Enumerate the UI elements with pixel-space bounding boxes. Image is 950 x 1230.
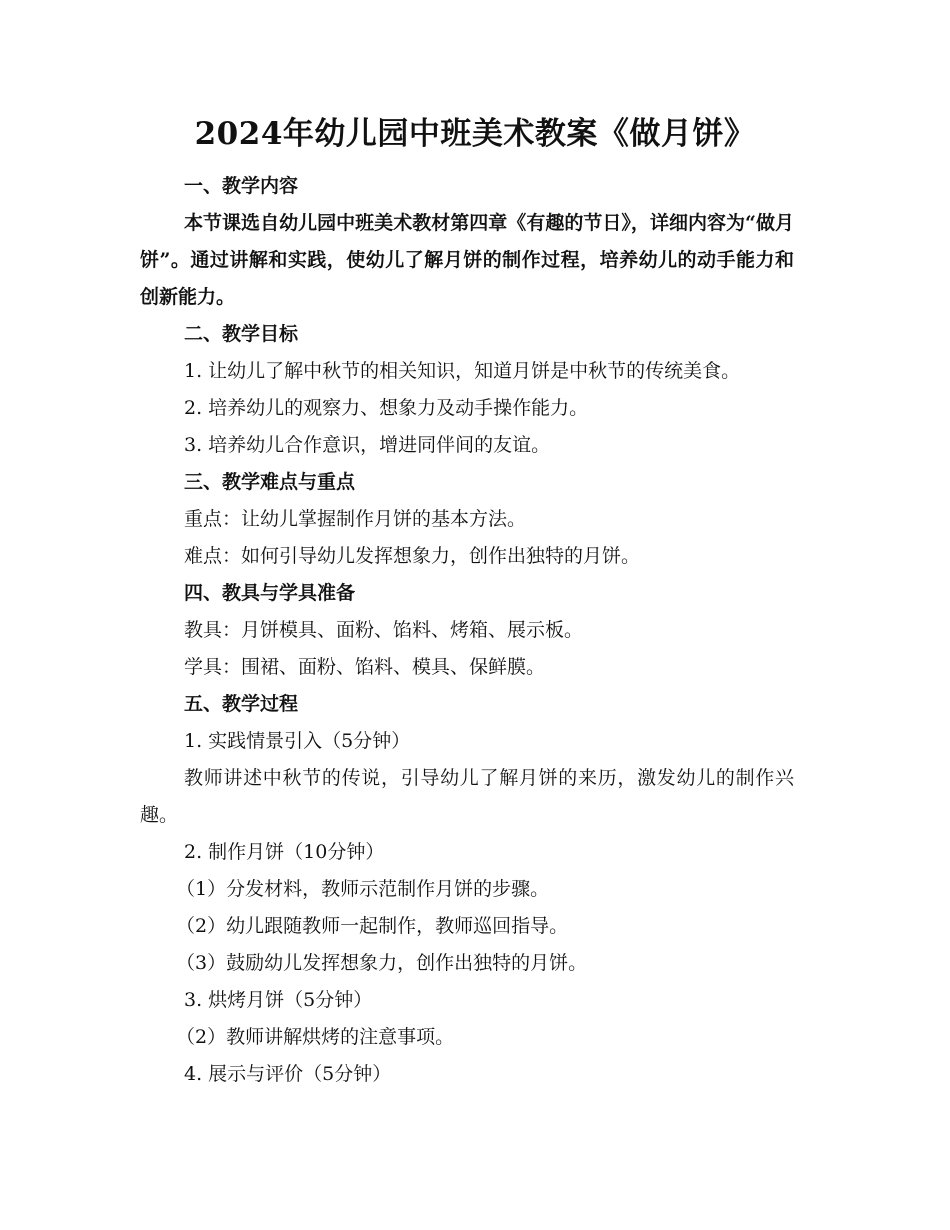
process-step-3: 3. 烘烤月饼（5分钟） [184, 989, 373, 1011]
process-step-1: 1. 实践情景引入（5分钟） [184, 730, 411, 752]
process-step-2: 2. 制作月饼（10分钟） [184, 841, 385, 863]
process-step-2-item: （2）幼儿跟随教师一起制作，教师巡回指导。 [176, 915, 569, 937]
process-step-1-body: 教师讲述中秋节的传说，引导幼儿了解月饼的来历，激发幼儿的制作兴趣。 [140, 767, 794, 826]
goal-item: 1. 让幼儿了解中秋节的相关知识，知道月饼是中秋节的传统美食。 [184, 360, 741, 382]
section-heading-content: 一、教学内容 [184, 175, 299, 197]
section-heading-materials: 四、教具与学具准备 [184, 582, 356, 604]
teacher-materials: 教具：月饼模具、面粉、馅料、烤箱、展示板。 [184, 619, 584, 641]
process-step-3-item: （2）教师讲解烘烤的注意事项。 [176, 1026, 455, 1048]
student-materials: 学具：围裙、面粉、馅料、模具、保鲜膜。 [184, 656, 546, 678]
difficulty-point: 难点：如何引导幼儿发挥想象力，创作出独特的月饼。 [184, 545, 641, 567]
document-body [140, 168, 820, 1093]
content-paragraph: 本节课选自幼儿园中班美术教材第四章《有趣的节日》，详细内容为“做月饼”。通过讲解和实践，使幼儿了解月饼的制作过程，培养幼儿的动手能力和创新能力。 [140, 212, 794, 308]
section-heading-goals: 二、教学目标 [184, 323, 299, 345]
goal-item: 3. 培养幼儿合作意识，增进同伴间的友谊。 [184, 434, 551, 456]
process-step-4: 4. 展示与评价（5分钟） [184, 1063, 392, 1085]
document-title: 2024年幼儿园中班美术教案《做月饼》 [194, 116, 756, 152]
section-heading-process: 五、教学过程 [184, 693, 299, 715]
section-heading-key-points: 三、教学难点与重点 [184, 471, 356, 493]
goal-item: 2. 培养幼儿的观察力、想象力及动手操作能力。 [184, 397, 589, 419]
process-step-2-item: （3）鼓励幼儿发挥想象力，创作出独特的月饼。 [176, 952, 588, 974]
process-step-2-item: （1）分发材料，教师示范制作月饼的步骤。 [176, 878, 550, 900]
key-point: 重点：让幼儿掌握制作月饼的基本方法。 [184, 508, 527, 530]
